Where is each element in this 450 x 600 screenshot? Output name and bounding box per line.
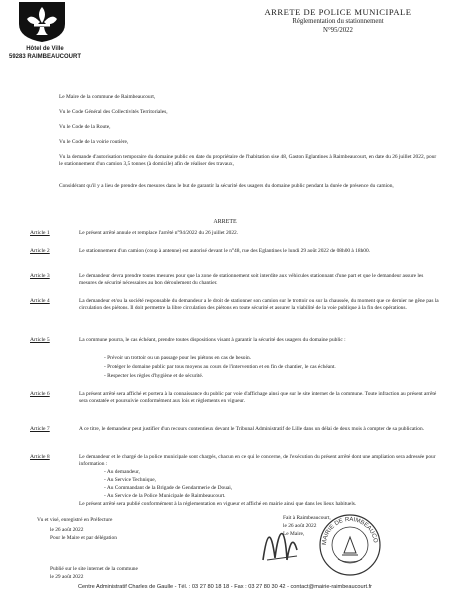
preamble-cgct: Vu le Code Général des Collectivités Territoriales, xyxy=(59,109,168,115)
article-4 xyxy=(30,298,440,328)
article-label: Article 7 xyxy=(30,426,50,432)
mayor-label: Le Maire, xyxy=(283,531,305,537)
page-footer: Centre Administratif Charles de Gaulle - Tél. : 03 27 80 18 18 - Fax : 03 27 80 30 42 - contact@mairie-raimbeaucourt.fr xyxy=(77,584,373,590)
article-2 xyxy=(30,248,440,264)
article-label: Article 8 xyxy=(30,454,50,460)
article-text: La commune pourra, le cas échéant, prendre toutes dispositions visant à garantir la sécurité des usagers du domaine public : xyxy=(79,337,346,343)
town-name: 59283 RAIMBEAUCOURT xyxy=(8,53,81,60)
recipient-text: Au Service de la Police Municipale de Raimbeaucourt. xyxy=(106,493,226,499)
signed-date: le 26 août 2022 xyxy=(283,523,317,529)
preamble-considering: Considérant qu'il y a lieu de prendre des mesures dans le but de garantir la sécurité des usagers du domaine public pendant la durée de présence du camion, xyxy=(59,183,394,189)
prefecture-date: le 26 août 2022 xyxy=(50,527,84,533)
recipient-text: Au demandeur, xyxy=(106,469,140,475)
town-hall-label: Hôtel de Ville xyxy=(26,46,64,52)
document-number: N°95/2022 xyxy=(323,27,353,34)
preamble-code-route: Vu le Code de la Route, xyxy=(59,124,111,130)
article-text: Le présent arrêté annule et remplace l'arrêté n°94/2022 du 26 juillet 2022. xyxy=(79,230,239,236)
article-label: Article 3 xyxy=(30,273,50,279)
fleur-de-lis-icon xyxy=(17,2,67,42)
article-text: Le demandeur devra prendre toutes mesures pour que la zone de stationnement soit interdite aux véhicules stationnant d'une part et que le demandeur assure les mesures de sécurité nécessaires au bon déroulement du chantier. xyxy=(79,273,424,287)
article-label: Article 6 xyxy=(30,391,50,397)
preamble-code-voirie: Vu le Code de la voirie routière, xyxy=(59,139,129,145)
signed-at: Fait à Raimbeaucourt, xyxy=(283,515,331,521)
article-text: La présent arrêté sera affiché et portera à la connaissance du public par voie d'affichage ainsi que sur le site internet de la commune. Toute infraction au présent arrêté sera constatée et poursuivie conformément aux lois et règlements en vigueur. xyxy=(79,391,437,405)
article-text: La demandeur et/ou la société responsable du demandeur a le droit de stationner son camion sur le trottoir ou sur la chaussée, du moment que ce dernier ne gêne pas la circulation des piétons. Il doit permettre la libre circulation des piétons en toute sécurité et assurer la viabilité de la voie publique à la fin des opérations. xyxy=(79,298,439,312)
article-6 xyxy=(30,391,440,421)
delegation-note: Pour le Maire et par délégation xyxy=(50,535,117,541)
document-header xyxy=(230,7,446,35)
article-7 xyxy=(30,426,440,442)
preamble-request: Vu la demande d'autorisation temporaire du domaine public en date du propriétaire de l'habitation sise 48, Gaston Eglantines à Raimbeaucourt, en date du 26 juillet 2022, pour le stationnement d'un camion 3,5 tonnes (à domicile) afin de réaliser des travaux, xyxy=(59,154,437,168)
article-1 xyxy=(30,230,440,240)
article-8-recipient: - Au Service de la Police Municipale de Raimbeaucourt. xyxy=(104,493,226,499)
svg-text:MAIRIE DE RAIMBEAUCOURT xyxy=(318,513,378,545)
website-date: le 29 août 2022 xyxy=(50,574,84,580)
article-text: A ce titre, le demandeur peut justifier d'un recours contentieux devant le Tribunal Administratif de Lille dans un délai de deux mois à compter de sa publication. xyxy=(79,426,424,432)
article-5-bullet: - Respecter les règles d'hygiène et de sécurité. xyxy=(104,373,204,379)
article-label: Article 5 xyxy=(30,337,50,343)
article-5 xyxy=(30,337,440,353)
prefecture-visa: Vu et visé, enregistré en Préfecture xyxy=(37,517,113,523)
mayor-signature xyxy=(257,520,301,564)
town-logo xyxy=(17,2,67,42)
article-5-bullet: - Protéger le domaine public par tous moyens au cours de l'intervention et en fin de chantier, le cas échéant. xyxy=(104,364,336,370)
article-text: Le stationnement d'un camion (coup à antenne) est autorisé devant le n°48, rue des Eglantines le lundi 29 août 2022 de 08h00 à 18h00. xyxy=(79,248,370,254)
bullet-text: Prévoir un trottoir ou un passage pour les piétons en cas de besoin. xyxy=(107,355,252,361)
document-subtitle: Réglementation du stationnement xyxy=(292,18,384,25)
article-text: Le demandeur et le chargé de la police municipale sont chargés, chacun en ce qui le concerne, de l'exécution du présent arrêté dont une ampliation sera adressée pour information : xyxy=(79,454,436,468)
article-8-recipient: - Au Commandant de la Brigade de Gendarmerie de Douai, xyxy=(104,485,233,491)
bullet-text: Respecter les règles d'hygiène et de sécurité. xyxy=(107,373,204,379)
article-8-recipient: - Au Service Technique, xyxy=(104,477,156,483)
article-8 xyxy=(30,454,440,470)
recipient-text: Au Commandant de la Brigade de Gendarmerie de Douai, xyxy=(106,485,233,491)
article-label: Article 4 xyxy=(30,298,50,304)
article-3 xyxy=(30,273,440,289)
preamble-mayor: Le Maire de la commune de Raimbeaucourt, xyxy=(59,94,156,100)
article-label: Article 2 xyxy=(30,248,50,254)
document-title: ARRETE DE POLICE MUNICIPALE xyxy=(264,7,412,17)
bullet-text: Protéger le domaine public par tous moyens au cours de l'intervention et en fin de chantier, le cas échéant. xyxy=(107,364,336,370)
municipality-address xyxy=(4,46,86,61)
seal-text: MAIRIE DE RAIMBEAUCO xyxy=(321,516,378,546)
website-publication: Publié sur le site internet de la commune xyxy=(50,566,138,572)
closing-statement: Le présent arrêté sera publié conformément à la réglementation en vigueur et affiché en mairie ainsi que dans les lieux habituels. xyxy=(79,501,357,507)
arrete-heading: ARRETE xyxy=(213,219,237,225)
article-8-recipient: - Au demandeur, xyxy=(104,469,140,475)
municipal-seal xyxy=(318,513,382,577)
recipient-text: Au Service Technique, xyxy=(106,477,156,483)
article-label: Article 1 xyxy=(30,230,50,236)
article-5-bullet: - Prévoir un trottoir ou un passage pour les piétons en cas de besoin. xyxy=(104,355,252,361)
